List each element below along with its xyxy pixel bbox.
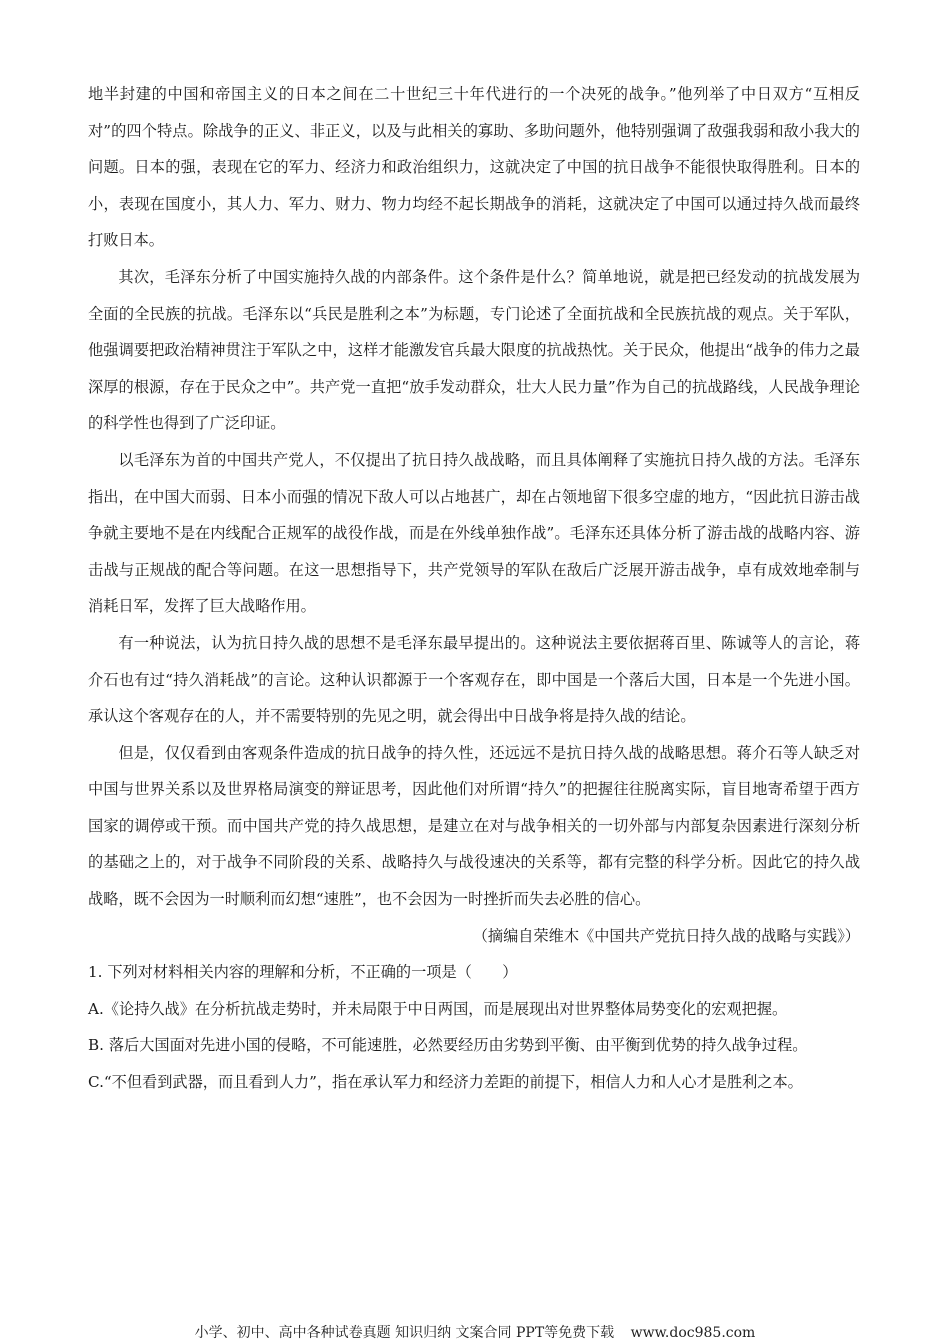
footer-url[interactable]: www.doc985.com [630,1325,756,1341]
passage-paragraph-1: 地半封建的中国和帝国主义的日本之间在二十世纪三十年代进行的一个决死的战争。”他列举了中日双方“互相反对”的四个特点。除战争的正义、非正义，以及与此相关的寡助、多助问题外，他特别强调了敌强我弱和敌小我大的问题。日本的强，表现在它的军力、经济力和政治组织力，这就决定了中国的抗日战争不能很快取得胜利。日本的小，表现在国度小，其人力、军力、财力、物力均经不起长期战争的消耗，这就决定了中国可以通过持久战而最终打败日本。 [88,85,860,250]
main-content [88,76,860,1101]
passage-paragraph-2: 其次，毛泽东分析了中国实施持久战的内部条件。这个条件是什么？简单地说，就是把已经发动的抗战发展为全面的全民族的抗战。毛泽东以“兵民是胜利之本”为标题，专门论述了全面抗战和全民族抗战的观点。关于军队，他强调要把政治精神贯注于军队之中，这样才能激发官兵最大限度的抗战热忱。关于民众，他提出“战争的伟力之最深厚的根源，存在于民众之中”。共产党一直把“放手发动群众，壮大人民力量”作为自己的抗战路线，人民战争理论的科学性也得到了广泛印证。 [88,267,860,433]
question-stem: 1. 下列对材料相关内容的理解和分析，不正确的一项是（ ） [88,963,518,982]
passage-paragraph-3: 以毛泽东为首的中国共产党人，不仅提出了抗日持久战战略，而且具体阐释了实施抗日持久战的方法。毛泽东指出，在中国大而弱、日本小而强的情况下敌人可以占地甚广，却在占领地留下很多空虚的地方，“因此抗日游击战争就主要地不是在内线配合正规军的战役作战，而是在外线单独作战”。毛泽东还具体分析了游击战的战略内容、游击战与正规战的配合等问题。在这一思想指导下，共产党领导的军队在敌后广泛展开游击战争，卓有成效地牵制与消耗日军，发挥了巨大战略作用。 [88,450,860,616]
passage-paragraph-4: 有一种说法，认为抗日持久战的思想不是毛泽东最早提出的。这种说法主要依据蒋百里、陈诚等人的言论，蒋介石也有过“持久消耗战”的言论。这种认识都源于一个客观存在，即中国是一个落后大国，日本是一个先进小国。承认这个客观存在的人，并不需要特别的先见之明，就会得出中日战争将是持久战的结论。 [88,633,860,726]
footer-text: 小学、初中、高中各种试卷真题 知识归纳 文案合同 PPT等免费下载 [194,1325,615,1341]
passage-source: （摘编自荣维木《中国共产党抗日持久战的战略与实践》） [472,926,860,945]
option-c: C.“不但看到武器，而且看到人力”，指在承认军力和经济力差距的前提下，相信人力和人心才是胜利之本。 [88,1073,803,1092]
passage-paragraph-5: 但是，仅仅看到由客观条件造成的抗日战争的持久性，还远远不是抗日持久战的战略思想。蒋介石等人缺乏对中国与世界关系以及世界格局演变的辩证思考，因此他们对所谓“持久”的把握往往脱离实际，盲目地寄希望于西方国家的调停或干预。而中国共产党的持久战思想，是建立在对与战争相关的一切外部与内部复杂因素进行深刻分析的基础之上的，对于战争不同阶段的关系、战略持久与战役速决的关系等，都有完整的科学分析。因此它的持久战战略，既不会因为一时顺利而幻想“速胜”，也不会因为一时挫折而失去必胜的信心。 [88,743,860,909]
option-a: A.《论持久战》在分析抗战走势时，并未局限于中日两国，而是展现出对世界整体局势变化的宏观把握。 [88,999,788,1018]
option-b: B. 落后大国面对先进小国的侵略，不可能速胜，必然要经历由劣势到平衡、由平衡到优势的持久战争过程。 [88,1036,808,1055]
page-footer [0,1322,950,1342]
